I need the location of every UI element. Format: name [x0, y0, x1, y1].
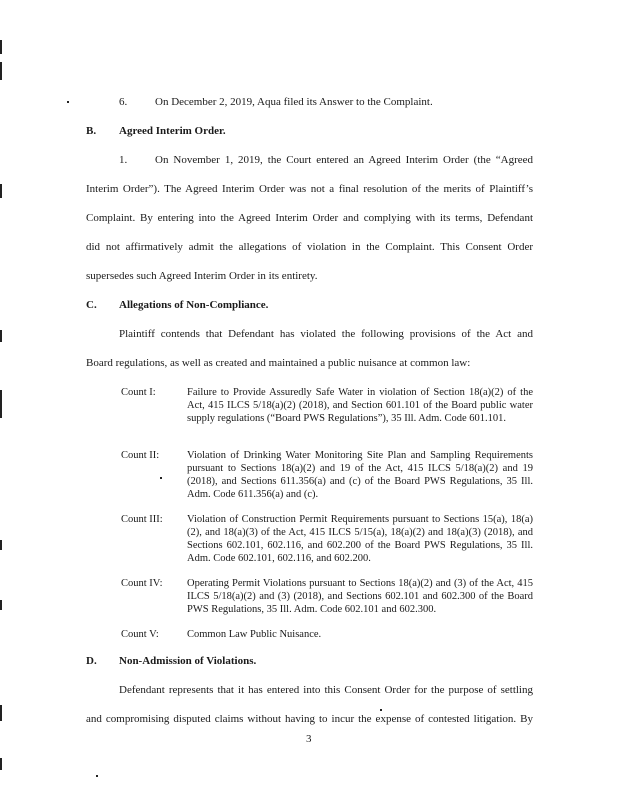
count-label: Count IV: — [121, 578, 163, 589]
scan-edge-mark — [0, 390, 2, 418]
para-6-number: 6. — [119, 96, 128, 108]
para-b1-line: Complaint. By entering into the Agreed Interim Order and complying with its terms, Defendant — [86, 212, 533, 224]
scan-edge-mark — [0, 705, 2, 721]
count-description: Common Law Public Nuisance. — [187, 629, 322, 640]
scan-speck — [160, 477, 162, 479]
para-b1-line: did not affirmatively admit the allegations of violation in the Complaint. This Consent Order — [86, 241, 533, 253]
para-d-line: and compromising disputed claims without having to incur the expense of contested litigation. By — [86, 713, 533, 725]
count-description: Violation of Construction Permit Requirements pursuant to Sections 15(a), 18(a)(2), and 18(a)(3) of the Act, 415 ILCS 5/15(a), 18(a)(2) and 18(a)(3) (2018), and Sections 602.101, 602.116, and 602.200 of the Board PWS Regulations, 35 Ill. Adm. Code 602.101, 602.116, and 602.200. — [187, 514, 533, 564]
page-number: 3 — [306, 733, 312, 745]
section-d-letter: D. — [86, 655, 97, 667]
scan-edge-mark — [0, 540, 2, 550]
scan-edge-mark — [0, 184, 2, 198]
section-c-title: Allegations of Non-Compliance. — [119, 299, 269, 311]
scan-edge-mark — [0, 62, 2, 80]
scan-speck — [380, 709, 382, 711]
section-b-letter: B. — [86, 125, 97, 137]
count-description: Operating Permit Violations pursuant to Sections 18(a)(2) and (3) of the Act, 415 ILCS 5/18(a)(2) and (3) (2018), and Sections 602.101 and 602.300 of the Board PWS Regulations, 35 Ill. Adm. Code 602.101 and 602.300. — [187, 578, 533, 615]
count-label: Count III: — [121, 514, 163, 525]
para-b1-number: 1. — [119, 154, 128, 166]
count-label: Count II: — [121, 450, 160, 461]
scan-edge-mark — [0, 758, 2, 770]
para-b1-line: Interim Order”). The Agreed Interim Order was not a final resolution of the merits of Plaintiff’s — [86, 183, 533, 195]
count-label: Count I: — [121, 387, 156, 398]
scan-speck — [67, 101, 69, 103]
para-6-text: On December 2, 2019, Aqua filed its Answer to the Complaint. — [155, 96, 433, 108]
scan-speck — [96, 775, 98, 777]
scan-edge-mark — [0, 600, 2, 610]
section-d-title: Non-Admission of Violations. — [119, 655, 257, 667]
section-c-letter: C. — [86, 299, 97, 311]
scan-edge-mark — [0, 330, 2, 342]
para-b1-line: On November 1, 2019, the Court entered an Agreed Interim Order (the “Agreed — [155, 154, 533, 166]
para-b1-line: supersedes such Agreed Interim Order in its entirety. — [86, 270, 318, 282]
section-b-title: Agreed Interim Order. — [119, 125, 226, 137]
para-c-line: Board regulations, as well as created and maintained a public nuisance at common law: — [86, 357, 471, 369]
para-d-line: Defendant represents that it has entered into this Consent Order for the purpose of settling — [119, 684, 533, 696]
count-description: Failure to Provide Assuredly Safe Water in violation of Section 18(a)(2) of the Act, 415 ILCS 5/18(a)(2) (2018), and Section 601.101 of the Board public water supply regulations (“Board PWS Regulations”), 35 Ill. Adm. Code 601.101. — [187, 387, 533, 424]
para-c-line: Plaintiff contends that Defendant has violated the following provisions of the Act and — [119, 328, 533, 340]
scan-edge-mark — [0, 40, 2, 54]
count-label: Count V: — [121, 629, 159, 640]
count-description: Violation of Drinking Water Monitoring Site Plan and Sampling Requirements pursuant to Sections 18(a)(2) and 19 of the Act, 415 ILCS 5/18(a)(2) and 19 (2018), and Sections 611.356(a) and (c) of the Board PWS Regulations, 35 Ill. Adm. Code 611.356(a) and (c). — [187, 450, 533, 500]
